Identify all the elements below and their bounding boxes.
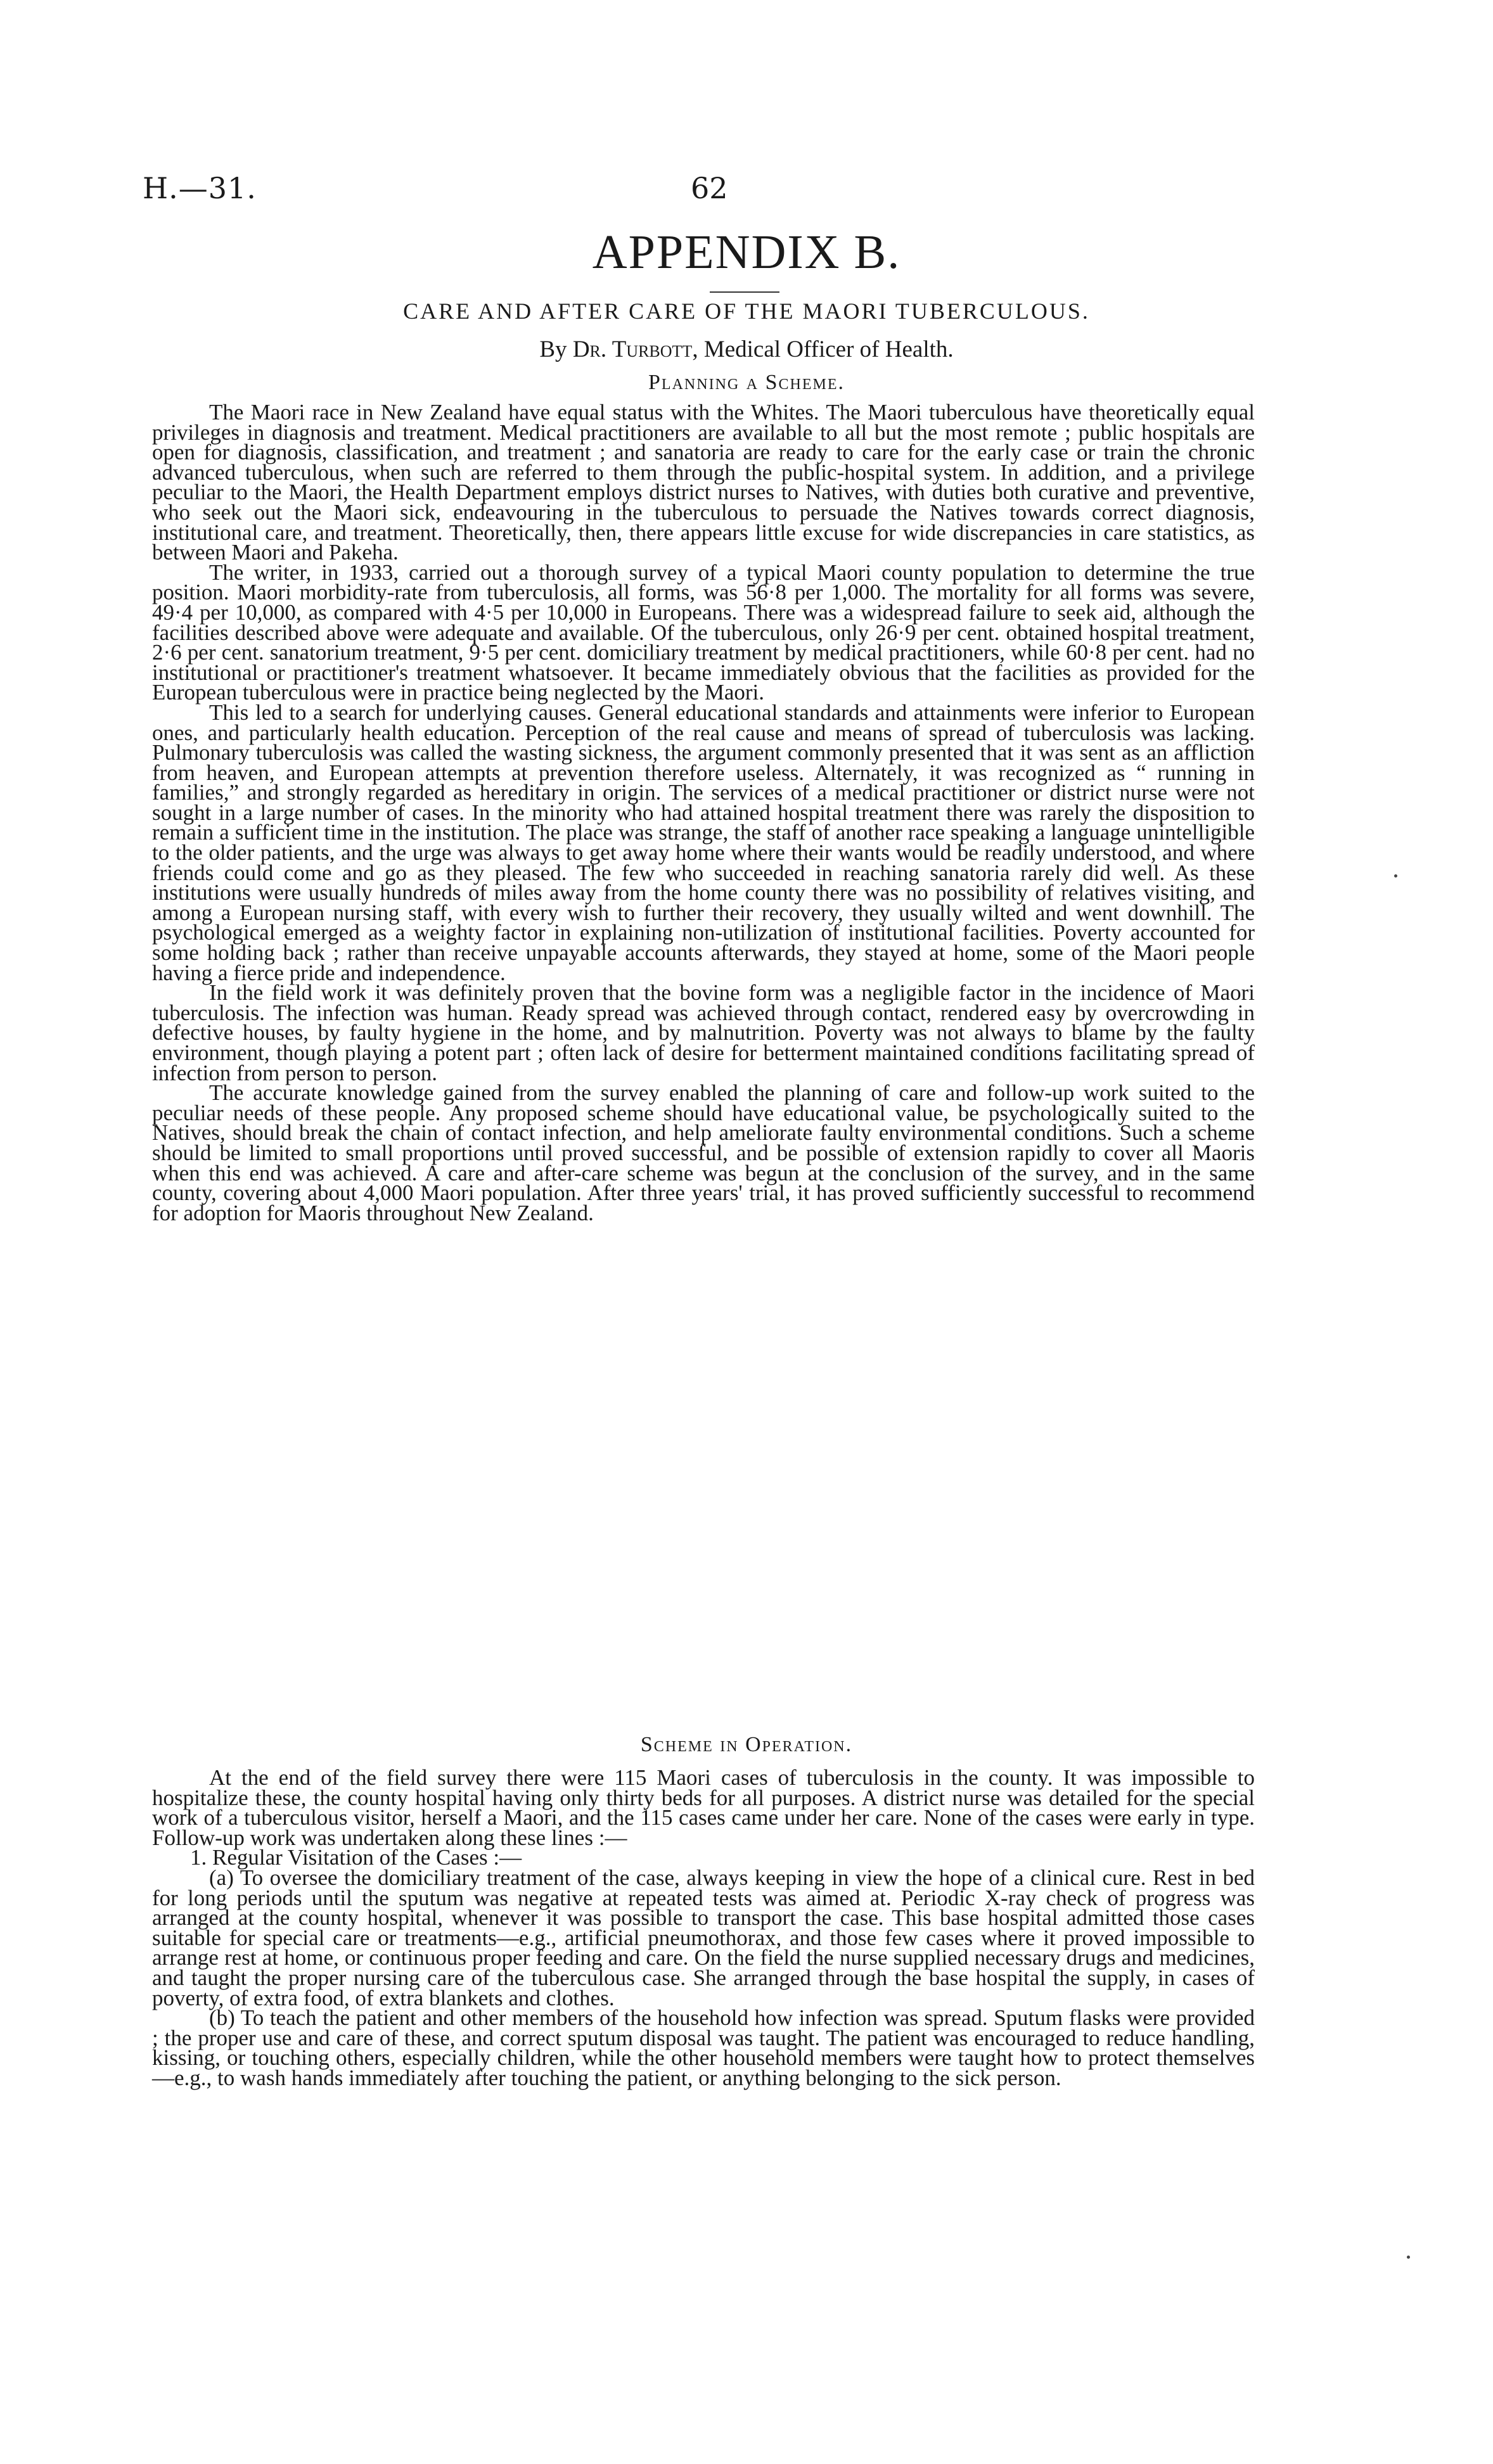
section-heading-operation: Scheme in Operation.: [640, 1733, 853, 1756]
paragraph: In the field work it was definitely proven that the bovine form was a negligible factor in the incidence of Maori tuberculosis. The infection was human. Ready spread was achieved through contact, rendered easy by overcrowding in defective houses, by faulty hygiene in the home, and by malnutrition. Poverty was not always to blame by the faulty environment, though playing a potent part ; often lack of desire for betterment maintained conditions facilitating spread of infection from person to person.: [152, 980, 1255, 1085]
scan-speck: [1394, 874, 1397, 878]
list-heading: 1. Regular Visitation of the Cases :—: [190, 1845, 522, 1870]
page-number: 62: [691, 171, 728, 205]
section-heading-planning: Planning a Scheme.: [648, 371, 845, 394]
byline: [0, 336, 1493, 363]
paragraph: The accurate knowledge gained from the survey enabled the planning of care and follow-up work suited to the peculiar needs of these people. Any proposed scheme should have educational value, be psychologically suited to the Natives, should break the chain of contact infection, and help ameliorate faulty environmental conditions. Such a scheme should be limited to small proportions until proved successful, and be possible of extension rapidly to cover all Maoris when this end was achieved. A care and after-care scheme was begun at the conclusion of the survey, and in the same county, covering about 4,000 Maori population. After three years' trial, it has proved sufficiently successful to recommend for adoption for Maoris throughout New Zealand.: [152, 1080, 1255, 1225]
paragraph: This led to a search for underlying causes. General educational standards and attainments were inferior to European ones, and particularly health education. Perception of the real cause and means of spread of tuberculosis was lacking. Pulmonary tuberculosis was called the wasting sickness, the argument commonly presented that it was sent as an affliction from heaven, and European attempts at prevention therefore useless. Alternately, it was recognized as “ running in families,” and strongly regarded as hereditary in origin. The services of a medical practitioner or district nurse were not sought in a large number of cases. In the minority who had attained hospital treatment there was rarely the disposition to remain a sufficient time in the institution. The place was strange, the staff of another race speaking a language unintelligible to the older patients, and the urge was always to get away home where their wants would be readily understood, and where friends could come and go as they pleased. The few who succeeded in reaching sanatoria rarely did well. As these institutions were usually hundreds of miles away from the home county there was no possibility of relatives visiting, and among a European nursing staff, with every wish to further their recovery, they usually wilted and went downhill. The psychological emerged as a weighty factor in explaining non-utilization of institutional facilities. Poverty accounted for some holding back ; rather than receive unpayable accounts afterwards, they stayed at home, some of the Maori people having a fierce pride and independence.: [152, 699, 1255, 985]
section-body-planning: [152, 402, 1255, 1223]
appendix-subtitle: CARE AND AFTER CARE OF THE MAORI TUBERCULOUS.: [403, 298, 1090, 324]
sub-item: (b) To teach the patient and other members of the household how infection was spread. Sputum flasks were provided ; the proper use and care of these, and correct sputum disposal was taught. The patient was encouraged to reduce handling, kissing, or touching others, especially children, while the other household members were taught how to protect themselves—e.g., to wash hands immediately after touching the patient, or anything belonging to the sick person.: [152, 2005, 1255, 2090]
byline-author: Dr. Turbott: [572, 336, 693, 362]
title-rule: [710, 291, 779, 293]
appendix-title: APPENDIX B.: [592, 226, 901, 279]
byline-prefix: By: [539, 336, 573, 362]
paragraph: The Maori race in New Zealand have equal status with the Whites. The Maori tuberculous have theoretically equal privileges in diagnosis and treatment. Medical practitioners are available to all but the most remote ; public hospitals are open for diagnosis, classification, and treatment ; and sanatoria are ready to care for the early case or train the chronic advanced tuberculous, when such are referred to them through the public-hospital system. In addition, and a privilege peculiar to the Maori, the Health Department employs district nurses to Natives, with duties both curative and preventive, who seek out the Maori sick, endeavouring in the tuberculous to persuade the Natives towards correct diagnosis, institutional care, and treatment. Theoretically, then, there appears little excuse for wide discrepancies in care statistics, as between Maori and Pakeha.: [152, 400, 1255, 565]
paragraph: The writer, in 1933, carried out a thorough survey of a typical Maori county population to determine the true position. Maori morbidity-rate from tuberculosis, all forms, was 56·8 per 1,000. The mortality for all forms was severe, 49·4 per 10,000, as compared with 4·5 per 10,000 in Europeans. There was a widespread failure to seek aid, although the facilities described above were adequate and available. Of the tuberculous, only 26·9 per cent. obtained hospital treatment, 2·6 per cent. sanatorium treatment, 9·5 per cent. domiciliary treatment by medical practitioners, while 60·8 per cent. had no institutional or practitioner's treatment whatsoever. It became immediately obvious that the facilities as provided for the European tuberculous were in practice being neglected by the Maori.: [152, 559, 1255, 705]
paragraph: At the end of the field survey there were 115 Maori cases of tuberculosis in the county. It was impossible to hospitalize these, the county hospital having only thirty beds for all purposes. A district nurse was detailed for the special work of a tuberculous visitor, herself a Maori, and the 115 cases came under her care. None of the cases were early in type. Follow-up work was undertaken along these lines :—: [152, 1765, 1255, 1850]
byline-suffix: , Medical Officer of Health.: [692, 336, 954, 362]
scan-speck: [1407, 2256, 1410, 2259]
section-body-operation: [152, 1765, 1255, 2090]
report-reference: H.—31.: [143, 171, 257, 205]
sub-item: (a) To oversee the domiciliary treatment of the case, always keeping in view the hope of a clinical cure. Rest in bed for long periods until the sputum was negative at repeated tests was aimed at. Periodic X-ray check of progress was arranged at the county hospital, whenever it was possible to transport the case. This base hospital admitted those cases suitable for special care or treatments—e.g., artificial pneumothorax, and those few cases where it proved impossible to arrange rest at home, or continuous proper feeding and care. On the field the nurse supplied necessary drugs and medicines, and taught the proper nursing care of the tuberculous case. She arranged through the base hospital the supply, in cases of poverty, of extra food, of extra blankets and clothes.: [152, 1865, 1255, 2010]
